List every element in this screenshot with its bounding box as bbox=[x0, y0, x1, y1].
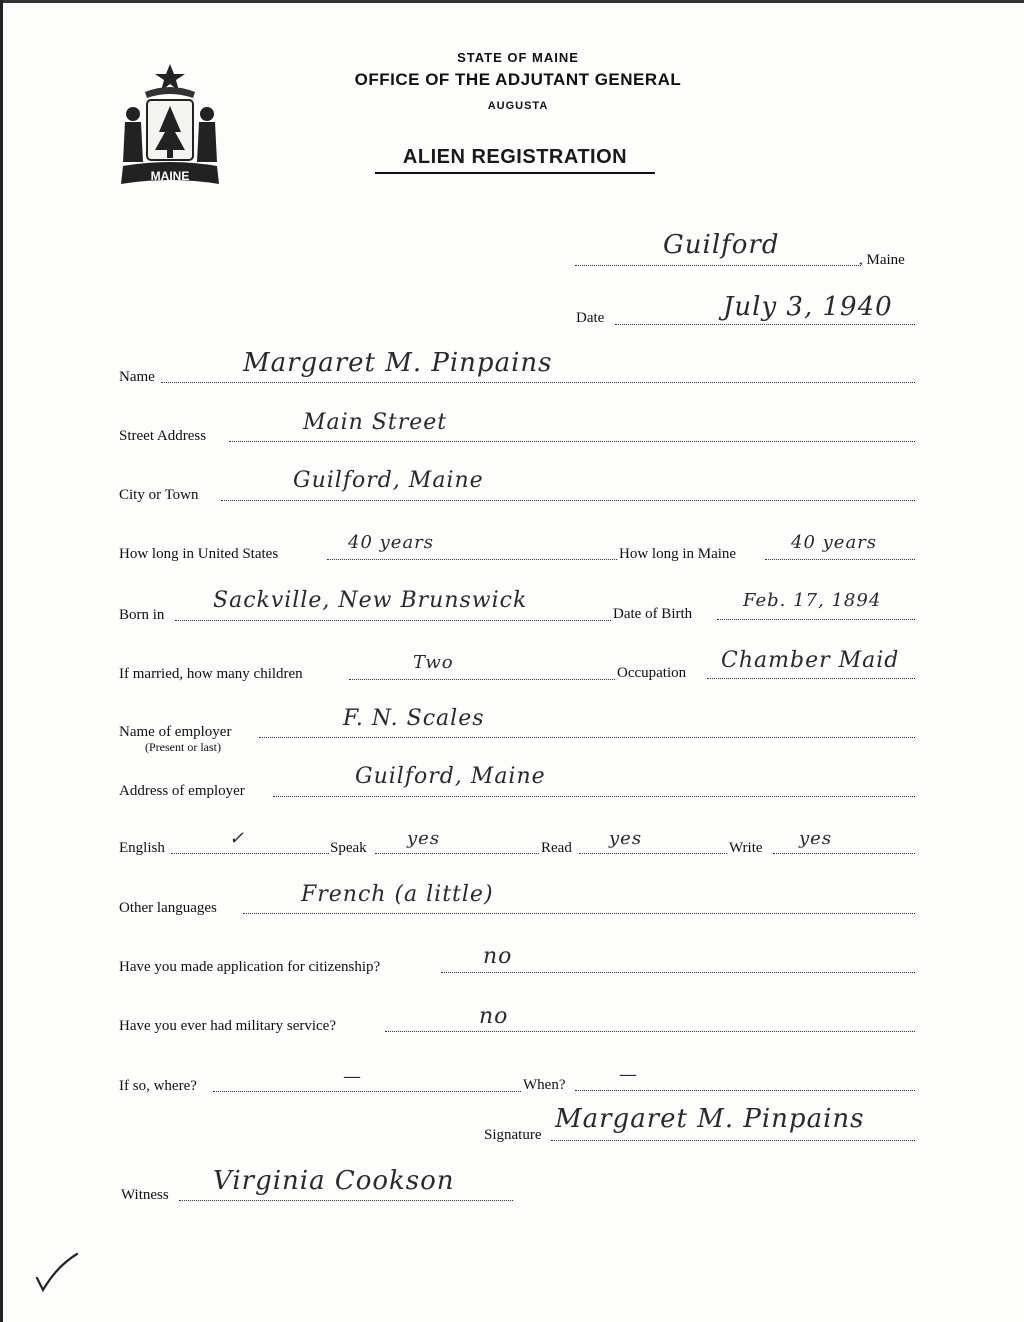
occupation-line bbox=[707, 678, 915, 679]
employer-address-line bbox=[273, 796, 915, 797]
english-line bbox=[171, 853, 329, 854]
languages-label: Other languages bbox=[119, 900, 217, 916]
read-value[interactable]: yes bbox=[609, 828, 643, 849]
citizenship-label: Have you made application for citizenship? bbox=[119, 959, 381, 975]
citizenship-line bbox=[441, 972, 915, 973]
dob-label: Date of Birth bbox=[613, 606, 693, 622]
header-office: OFFICE OF THE ADJUTANT GENERAL bbox=[354, 70, 682, 89]
location-suffix: , Maine bbox=[859, 252, 905, 268]
us-value[interactable]: 40 years bbox=[348, 532, 435, 553]
employer-address-label: Address of employer bbox=[119, 783, 245, 799]
write-label: Write bbox=[729, 840, 763, 856]
military-label: Have you ever had military service? bbox=[119, 1018, 336, 1034]
location-line bbox=[575, 265, 859, 266]
street-value[interactable]: Main Street bbox=[303, 410, 448, 435]
name-label: Name bbox=[119, 369, 155, 385]
header-city: AUGUSTA bbox=[487, 100, 549, 112]
employer-label: Name of employer bbox=[119, 724, 232, 740]
witness-value[interactable]: Virginia Cookson bbox=[213, 1166, 455, 1196]
languages-value[interactable]: French (a little) bbox=[301, 882, 494, 907]
employer-address-value[interactable]: Guilford, Maine bbox=[355, 764, 546, 789]
us-line bbox=[327, 559, 617, 560]
form-title: ALIEN REGISTRATION bbox=[375, 146, 655, 174]
speak-label: Speak bbox=[330, 840, 367, 856]
dob-line bbox=[717, 619, 915, 620]
date-value[interactable]: July 3, 1940 bbox=[723, 292, 893, 322]
header-state: STATE OF MAINE bbox=[457, 50, 579, 65]
write-value[interactable]: yes bbox=[799, 828, 833, 849]
dob-value[interactable]: Feb. 17, 1894 bbox=[743, 590, 882, 611]
employer-value[interactable]: F. N. Scales bbox=[343, 706, 485, 731]
when-value[interactable]: — bbox=[619, 1064, 638, 1085]
where-value[interactable]: — bbox=[343, 1066, 362, 1087]
when-label: When? bbox=[523, 1077, 566, 1093]
when-line bbox=[575, 1090, 915, 1091]
employer-sublabel: (Present or last) bbox=[145, 740, 221, 754]
where-label: If so, where? bbox=[119, 1078, 197, 1094]
name-value[interactable]: Margaret M. Pinpains bbox=[243, 348, 553, 378]
street-line bbox=[229, 441, 915, 442]
maine-label: How long in Maine bbox=[619, 546, 737, 562]
citizenship-value[interactable]: no bbox=[483, 944, 513, 969]
maine-value[interactable]: 40 years bbox=[791, 532, 878, 553]
city-line bbox=[221, 500, 915, 501]
children-line bbox=[349, 679, 615, 680]
military-value[interactable]: no bbox=[479, 1004, 509, 1029]
languages-line bbox=[243, 913, 915, 914]
occupation-label: Occupation bbox=[617, 665, 687, 681]
street-label: Street Address bbox=[119, 428, 207, 444]
english-label: English bbox=[119, 840, 165, 856]
born-line bbox=[175, 620, 611, 621]
where-line bbox=[213, 1091, 521, 1092]
state-seal-icon bbox=[115, 62, 225, 192]
born-value[interactable]: Sackville, New Brunswick bbox=[213, 588, 528, 613]
date-label: Date bbox=[576, 310, 605, 326]
date-line bbox=[615, 324, 915, 325]
name-line bbox=[161, 382, 915, 383]
check-mark-icon bbox=[33, 1252, 79, 1294]
children-value[interactable]: Two bbox=[413, 652, 454, 673]
english-value[interactable]: ✓ bbox=[229, 828, 246, 849]
employer-line bbox=[259, 737, 915, 738]
seal-text: MAINE bbox=[150, 169, 190, 183]
read-label: Read bbox=[541, 840, 572, 856]
maine-line bbox=[765, 559, 915, 560]
witness-line bbox=[179, 1200, 513, 1201]
witness-label: Witness bbox=[121, 1187, 169, 1203]
signature-line bbox=[551, 1140, 915, 1141]
signature-label: Signature bbox=[484, 1127, 542, 1143]
children-label: If married, how many children bbox=[119, 666, 303, 682]
occupation-value[interactable]: Chamber Maid bbox=[721, 648, 900, 673]
city-value[interactable]: Guilford, Maine bbox=[293, 468, 484, 493]
speak-line bbox=[375, 853, 539, 854]
write-line bbox=[773, 853, 915, 854]
city-label: City or Town bbox=[119, 487, 199, 503]
speak-value[interactable]: yes bbox=[407, 828, 441, 849]
location-value[interactable]: Guilford bbox=[663, 230, 780, 260]
signature-value[interactable]: Margaret M. Pinpains bbox=[555, 1104, 865, 1134]
scan-edge bbox=[3, 0, 1024, 3]
us-label: How long in United States bbox=[119, 546, 279, 562]
born-label: Born in bbox=[119, 607, 165, 623]
read-line bbox=[579, 853, 727, 854]
military-line bbox=[385, 1031, 915, 1032]
